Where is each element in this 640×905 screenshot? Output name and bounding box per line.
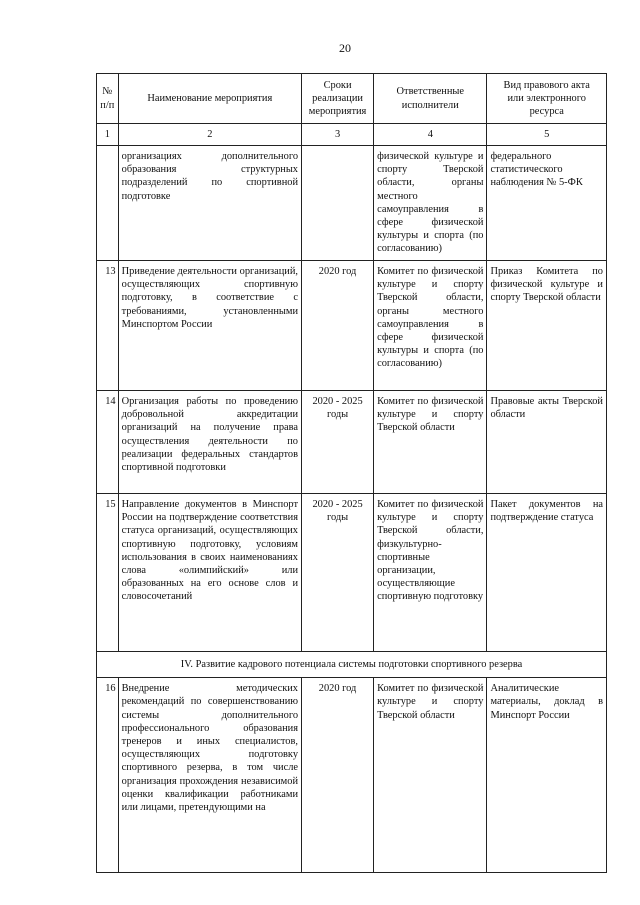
header-name: Наименование мероприятия (118, 74, 301, 124)
row-terms: 2020 год (302, 678, 374, 873)
column-index: 2 (118, 124, 301, 146)
row-num: 15 (97, 494, 119, 652)
row-num: 14 (97, 391, 119, 494)
row-name: Приведение деятельности организаций, осуществляющих спортивную подготовку, в соответствие с требованиями, установленными Минспортом России (118, 261, 301, 391)
row-terms: 2020 - 2025 годы (302, 391, 374, 494)
row-num (97, 146, 119, 261)
section-row (97, 652, 607, 678)
header-responsible: Ответственные исполнители (374, 74, 487, 124)
table-row (97, 146, 607, 261)
row-act: Приказ Комитета по физической культуре и спорту Тверской области (487, 261, 607, 391)
table-row (97, 391, 607, 494)
column-index: 1 (97, 124, 119, 146)
section-title: IV. Развитие кадрового потенциала системы подготовки спортивного резерва (97, 652, 607, 678)
header-terms: Сроки реализации мероприятия (302, 74, 374, 124)
header-num: № п/п (97, 74, 119, 124)
column-index: 5 (487, 124, 607, 146)
row-terms (302, 146, 374, 261)
row-responsible: Комитет по физической культуре и спорту Тверской области (374, 678, 487, 873)
table-row (97, 494, 607, 652)
row-act: Аналитические материалы, доклад в Минспорт России (487, 678, 607, 873)
row-name: Организация работы по проведению добровольной аккредитации организаций на получение права осуществления деятельности по реализации федеральных стандартов спортивной подготовки (118, 391, 301, 494)
row-name: организациях дополнительного образования структурных подразделений по спортивной подготовке (118, 146, 301, 261)
column-index: 3 (302, 124, 374, 146)
row-responsible: физической культуре и спорту Тверской области, органы местного самоуправления в сфере физической культуры и спорта (по согласованию) (374, 146, 487, 261)
row-act: Правовые акты Тверской области (487, 391, 607, 494)
row-name: Направление документов в Минспорт России на подтверждение соответствия статуса организаций, осуществляющих спортивную подготовку, условиям использования в своих наименованиях слова «олимпийский» или образованных на его основе слов и словосочетаний (118, 494, 301, 652)
table-row (97, 678, 607, 873)
row-act: федерального статистического наблюдения № 5-ФК (487, 146, 607, 261)
row-responsible: Комитет по физической культуре и спорту Тверской области, органы местного самоуправления в сфере физической культуры и спорта (по согласованию) (374, 261, 487, 391)
header-act: Вид правового акта или электронного ресурса (487, 74, 607, 124)
row-num: 16 (97, 678, 119, 873)
row-terms: 2020 - 2025 годы (302, 494, 374, 652)
column-index-row (97, 124, 607, 146)
row-name: Внедрение методических рекомендаций по совершенствованию системы дополнительного профессионального образования тренеров и иных специалистов, осуществляющих подготовку спортивного резерва, в том числе организация прохождения независимой оценки квалификации работниками или лицами, претендующими на (118, 678, 301, 873)
row-num: 13 (97, 261, 119, 391)
row-terms: 2020 год (302, 261, 374, 391)
page-number: 20 (339, 41, 351, 55)
column-index: 4 (374, 124, 487, 146)
measures-table (96, 73, 607, 873)
table-row (97, 261, 607, 391)
row-responsible: Комитет по физической культуре и спорту Тверской области (374, 391, 487, 494)
row-act: Пакет документов на подтверждение статуса (487, 494, 607, 652)
row-responsible: Комитет по физической культуре и спорту Тверской области, физкультурно-спортивные организации, осуществляющие спортивную подготовку (374, 494, 487, 652)
table-header-row (97, 74, 607, 124)
